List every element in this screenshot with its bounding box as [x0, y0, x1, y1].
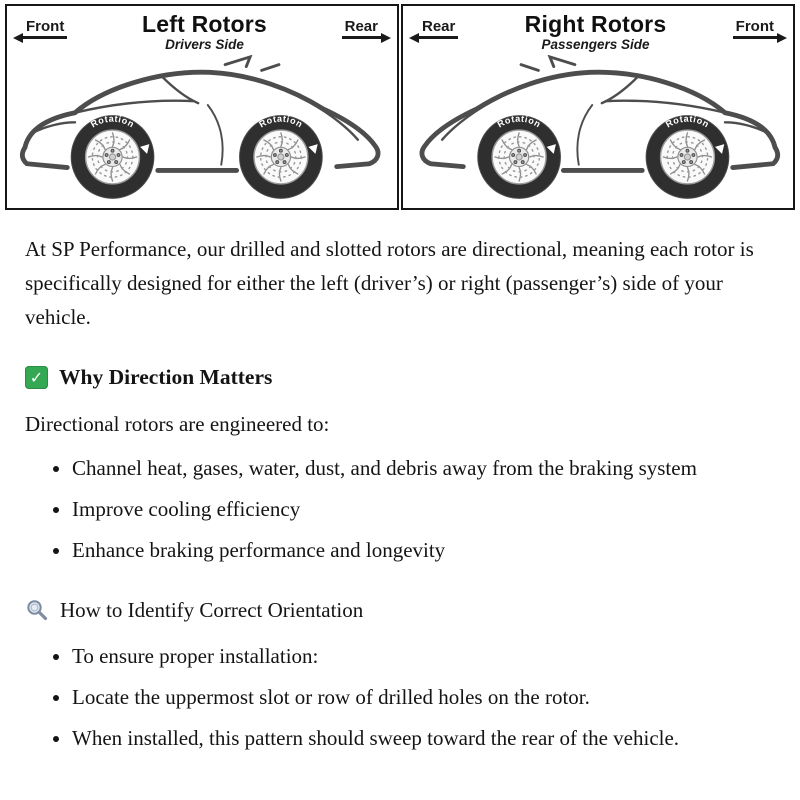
panel-subtitle: Drivers Side [165, 37, 244, 53]
bullet-item: • To ensure proper installation: [72, 639, 760, 673]
panel-title: Right Rotors [524, 11, 667, 37]
intro-paragraph: At SP Performance, our drilled and slotted rotors are directional, meaning each rotor is specifically designed for either the left (driver’s) or right (passenger’s) side of your vehicle. [25, 237, 754, 330]
arrow-left-icon [13, 33, 23, 43]
panel-subtitle: Passengers Side [541, 37, 650, 53]
direction-text: Rear [422, 18, 456, 35]
left-panel-header [7, 6, 397, 52]
rear-direction-label [419, 18, 458, 39]
identify-orientation-heading [25, 593, 760, 627]
right-panel-title-block [525, 12, 667, 52]
rotation-label: Rotation [495, 113, 543, 130]
bullet-item: • When installed, this pattern should sweep toward the rear of the vehicle. [72, 721, 760, 755]
why-direction-matters-heading [25, 360, 760, 395]
arrow-right-icon [381, 33, 391, 43]
bullet-item: • Enhance braking performance and longevity [72, 533, 760, 567]
rear-direction-label [342, 18, 381, 39]
right-rotors-panel [401, 4, 795, 210]
front-direction-label [23, 18, 67, 39]
bullet-item: • Locate the uppermost slot or row of drilled holes on the rotor. [72, 680, 760, 714]
check-icon: ✓ [25, 366, 48, 389]
direction-text: Rear [344, 18, 378, 35]
rotor-direction-diagram [0, 0, 800, 210]
arrow-right-icon [777, 33, 787, 43]
rotation-label: Rotation [88, 113, 137, 130]
article-body [0, 210, 800, 755]
car-illustration-right [403, 55, 793, 207]
identify-bullet-list [25, 639, 760, 755]
car-illustration-left [7, 55, 397, 207]
front-direction-label [733, 18, 777, 39]
rotation-label: Rotation [663, 113, 712, 130]
left-rotors-panel [5, 4, 399, 210]
magnifier-icon [25, 598, 49, 622]
bullet-item: • Improve cooling efficiency [72, 492, 760, 526]
why-bullet-list [25, 451, 760, 567]
right-panel-header [403, 6, 793, 52]
bullet-item: • Channel heat, gases, water, dust, and debris away from the braking system [72, 451, 760, 485]
left-panel-title-block [142, 12, 267, 52]
panel-title: Left Rotors [142, 11, 267, 37]
engineered-to-lead: Directional rotors are engineered to: [25, 411, 330, 436]
section-title: Why Direction Matters [59, 365, 273, 390]
rotation-label: Rotation [257, 113, 305, 130]
direction-text: Front [26, 18, 65, 35]
section-title: How to Identify Correct Orientation [60, 597, 364, 622]
arrow-left-icon [409, 33, 419, 43]
direction-text: Front [735, 18, 774, 35]
